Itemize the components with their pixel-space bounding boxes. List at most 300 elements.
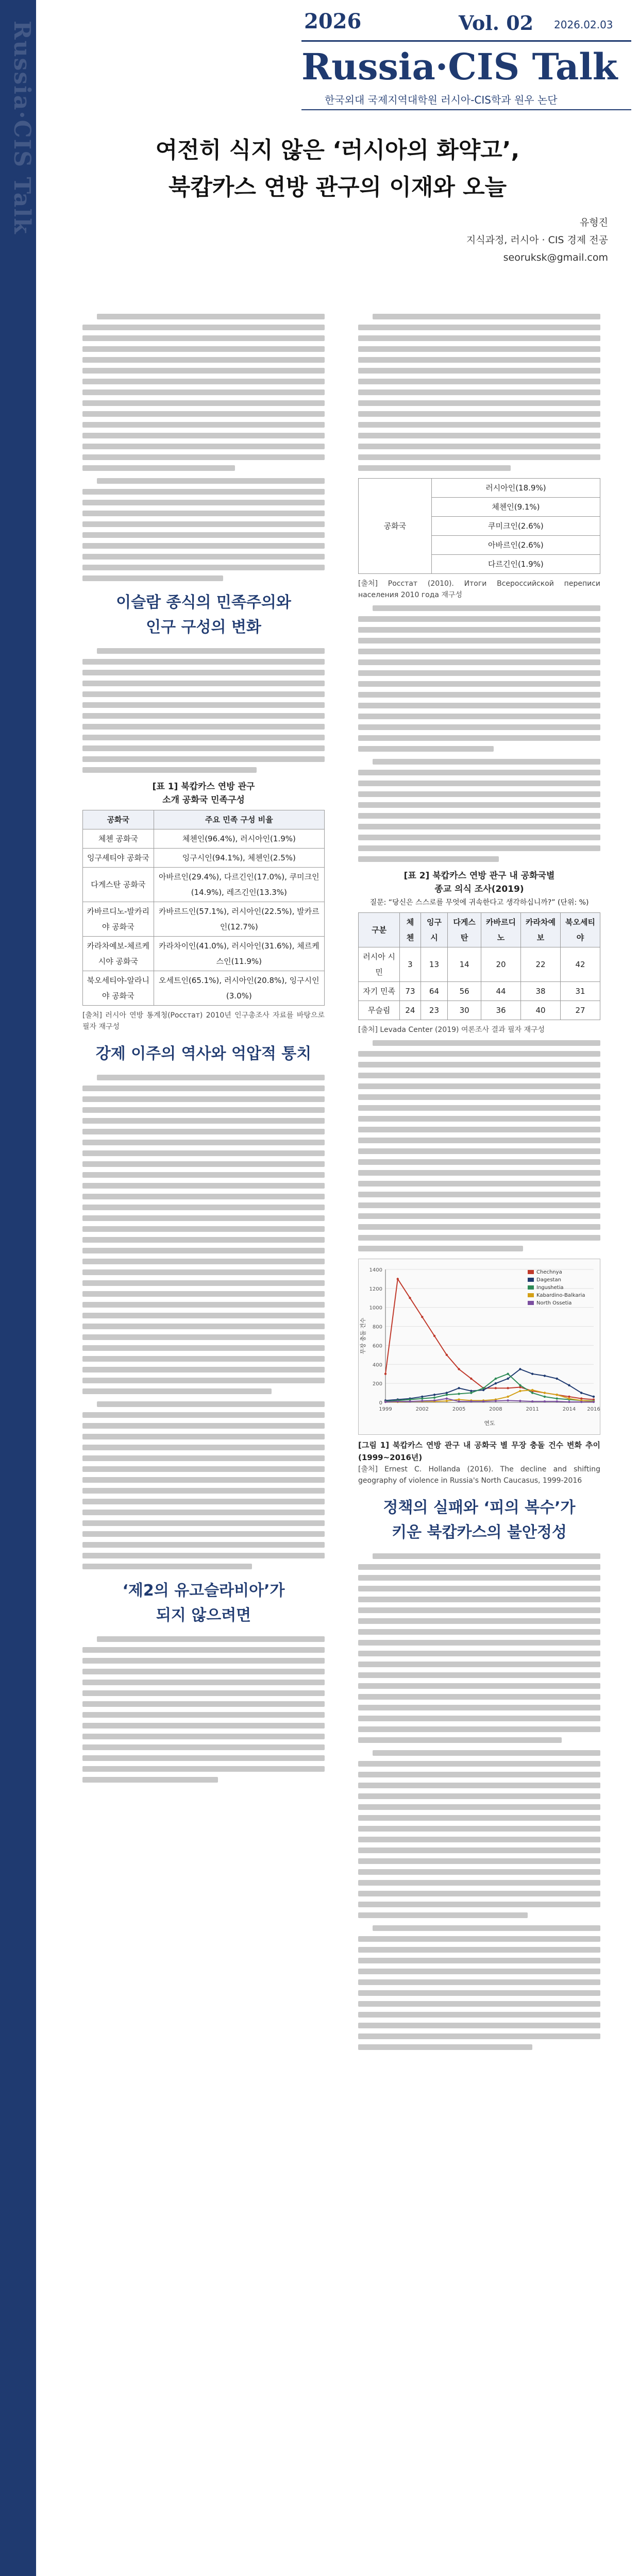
text-line (82, 1734, 325, 1739)
table-row (83, 902, 325, 937)
author-name: 유형진 (579, 217, 608, 228)
text-line (82, 1766, 325, 1772)
intro-text (82, 314, 325, 471)
table2-header: 체첸 (400, 913, 421, 947)
table-row (83, 849, 325, 868)
text-line (358, 1990, 600, 1996)
table-cell: 13 (421, 947, 448, 982)
data-point (519, 1384, 521, 1386)
text-line (358, 325, 600, 330)
table-cell: 체첸인(96.4%), 러시아인(1.9%) (154, 829, 324, 849)
data-point (580, 1392, 582, 1394)
text-line (358, 433, 600, 438)
table-cell: 73 (400, 982, 421, 1001)
masthead-rule (301, 40, 631, 42)
masthead (36, 0, 639, 131)
text-line (358, 1597, 600, 1602)
text-line (358, 2033, 600, 2039)
text-line (358, 1224, 600, 1230)
text-line (358, 1586, 600, 1591)
section-title-3-line2: 되지 않으려면 (156, 1606, 251, 1624)
text-line (82, 1140, 325, 1145)
text-line (358, 659, 600, 665)
data-point (507, 1399, 509, 1401)
text-line (97, 478, 325, 484)
table-cell: 24 (400, 1001, 421, 1020)
text-line (82, 325, 325, 330)
text-line (358, 703, 600, 708)
text-line (82, 1477, 325, 1483)
text-line (82, 454, 325, 460)
text-line (82, 433, 325, 438)
text-line (82, 659, 325, 665)
text-line (82, 532, 325, 538)
text-line (82, 1291, 325, 1297)
data-point (507, 1396, 509, 1398)
text-line (82, 1280, 325, 1286)
text-line (358, 1618, 600, 1624)
text-line (358, 1902, 600, 1907)
data-point (495, 1387, 497, 1389)
text-line (82, 1744, 325, 1750)
issue-date: 2026.02.03 (554, 19, 613, 31)
text-line (82, 489, 325, 495)
text-line (358, 2001, 600, 2007)
text-line (82, 1723, 325, 1728)
text-line (358, 1235, 600, 1241)
text-line (82, 1237, 325, 1243)
data-point (531, 1392, 533, 1394)
text-line (358, 2044, 532, 2050)
text-line (82, 1777, 218, 1783)
table-cell: 38 (521, 982, 561, 1001)
data-point (421, 1397, 423, 1399)
text-line (358, 692, 600, 698)
text-line (358, 1192, 600, 1197)
x-tick-label: 1999 (379, 1406, 392, 1412)
section4-text-2 (358, 1750, 600, 1918)
text-line (358, 1891, 600, 1896)
table2-source: [출처] Levada Center (2019) 여론조사 결과 필자 재구성 (358, 1026, 545, 1034)
conflict-chart (358, 1259, 600, 1435)
data-point (519, 1390, 521, 1392)
table-cell: 카라차예보-체르케시야 공화국 (83, 937, 154, 971)
masthead-rule-bottom (301, 109, 631, 110)
left-sidebar (0, 0, 36, 2576)
table2-title-line2: 종교 의식 조사(2019) (434, 884, 524, 894)
table-cell: 64 (421, 982, 448, 1001)
data-point (544, 1396, 546, 1398)
section1-text (82, 648, 325, 773)
text-line (82, 565, 325, 570)
table1-header-republic: 공화국 (83, 810, 154, 829)
table2-question: 질문: “당신은 스스로를 무엇에 귀속한다고 생각하십니까?” (단위: %) (369, 899, 589, 907)
data-point (568, 1397, 570, 1399)
table-row (359, 982, 600, 1001)
text-line (82, 1466, 325, 1472)
text-line (82, 1194, 325, 1199)
data-point (495, 1400, 497, 1402)
text-line (358, 389, 600, 395)
data-point (421, 1400, 423, 1402)
text-line (82, 1150, 325, 1156)
text-line (358, 1772, 600, 1777)
religion-share-table (358, 478, 600, 574)
left-column (82, 309, 325, 1790)
data-point (507, 1387, 509, 1389)
text-line (82, 543, 325, 549)
text-line (358, 1694, 600, 1700)
table-cell: 아바르인(29.4%), 다르긴인(17.0%), 쿠미크인(14.9%), 레즈긴인(13.3%) (154, 868, 324, 902)
text-line (82, 575, 223, 581)
text-line (82, 1172, 325, 1178)
y-tick-label: 600 (372, 1343, 382, 1349)
text-line (358, 1138, 600, 1143)
text-line (358, 1848, 600, 1853)
table-cell: 31 (560, 982, 600, 1001)
data-point (458, 1393, 460, 1395)
data-point (458, 1400, 460, 1402)
data-point (470, 1400, 472, 1402)
text-line (373, 1925, 600, 1931)
table-cell: 쿠미크인(2.6%) (431, 517, 600, 536)
text-line (373, 1553, 600, 1559)
text-line (358, 1936, 600, 1942)
right-column (358, 309, 600, 2057)
text-line (358, 1783, 600, 1788)
text-line (358, 444, 600, 449)
text-line (358, 368, 600, 374)
text-line (82, 1412, 325, 1418)
data-point (556, 1394, 558, 1396)
text-line (358, 1127, 600, 1132)
text-line (82, 511, 325, 516)
text-line (358, 1683, 600, 1689)
section4-text (358, 1553, 600, 1743)
text-line (358, 1181, 600, 1187)
text-line (358, 746, 494, 752)
intro-text-2 (82, 478, 325, 581)
text-line (82, 411, 325, 417)
text-line (358, 791, 600, 797)
text-line (82, 1712, 325, 1718)
y-tick-label: 1000 (369, 1305, 382, 1311)
table-cell: 잉구시인(94.1%), 체첸인(2.5%) (154, 849, 324, 868)
legend-label: Kabardino-Balkaria (536, 1293, 585, 1298)
table-cell: 40 (521, 1001, 561, 1020)
data-point (409, 1400, 411, 1402)
table-cell: 카바르디노-발카리야 공화국 (83, 902, 154, 937)
text-line (358, 346, 600, 352)
text-line (358, 638, 600, 643)
table1-title (82, 780, 325, 807)
text-line (358, 1651, 600, 1656)
table-row (83, 971, 325, 1006)
text-line (82, 1455, 325, 1461)
y-tick-label: 400 (372, 1362, 382, 1368)
text-line (358, 1705, 600, 1710)
text-line (358, 1979, 600, 1985)
text-line (82, 1434, 325, 1439)
data-point (446, 1400, 448, 1402)
table-cell: 56 (448, 982, 481, 1001)
text-line (358, 1062, 600, 1067)
text-line (82, 1520, 325, 1526)
table2-header: 북오세티야 (560, 913, 600, 947)
author-email[interactable]: seoruksk@gmail.com (503, 252, 608, 263)
text-line (358, 1716, 600, 1721)
table-cell: 잉구셰티야 공화국 (83, 849, 154, 868)
text-line (97, 314, 325, 319)
text-line (82, 1086, 325, 1091)
text-line (82, 1378, 325, 1383)
text-line (82, 670, 325, 675)
y-tick-label: 800 (372, 1324, 382, 1330)
text-line (358, 1170, 600, 1176)
section-title-4-line2: 키운 북캅카스의 불안정성 (392, 1523, 567, 1541)
table-cell: 아바르인(2.6%) (431, 536, 600, 555)
section-title-4-line1: 정책의 실패와 ‘피의 복수’가 (383, 1499, 576, 1517)
text-line (358, 422, 600, 428)
table-cell: 북오세티야-알라니야 공화국 (83, 971, 154, 1006)
text-line (358, 813, 600, 819)
text-line (358, 379, 600, 384)
text-line (358, 1969, 600, 1974)
data-point (568, 1401, 570, 1403)
text-line (82, 1669, 325, 1674)
text-line (358, 1880, 600, 1886)
data-point (531, 1373, 533, 1375)
table-cell: 무슬림 (359, 1001, 400, 1020)
data-point (458, 1368, 460, 1370)
y-tick-label: 1400 (369, 1267, 382, 1273)
text-line (82, 1755, 325, 1761)
data-point (544, 1375, 546, 1377)
text-line (358, 1213, 600, 1219)
text-line (82, 1542, 325, 1548)
table-cell: 다게스탄 공화국 (83, 868, 154, 902)
author-block (466, 214, 608, 266)
text-line (82, 1647, 325, 1653)
text-line (82, 1215, 325, 1221)
data-point (384, 1373, 386, 1375)
section3-text (82, 1636, 325, 1783)
text-line (358, 1947, 600, 1953)
data-point (568, 1384, 570, 1386)
text-line (358, 1837, 600, 1842)
data-point (556, 1378, 558, 1380)
text-line (358, 1869, 600, 1875)
data-point (446, 1354, 448, 1356)
text-line (82, 724, 325, 730)
text-line (82, 1658, 325, 1664)
right-text-4 (358, 1040, 600, 1251)
text-line (82, 357, 325, 363)
text-line (82, 1226, 325, 1232)
text-line (82, 379, 325, 384)
section4-text-3 (358, 1925, 600, 2050)
data-point (482, 1400, 484, 1402)
text-line (358, 1105, 600, 1111)
text-line (82, 1248, 325, 1253)
issue-volume: Vol. 02 (459, 11, 534, 35)
text-line (358, 2023, 600, 2028)
text-line (82, 400, 325, 406)
author-affiliation: 지식과정, 러시아 · CIS 경제 전공 (466, 234, 608, 246)
text-line (82, 1680, 325, 1685)
table-cell: 36 (481, 1001, 521, 1020)
data-point (507, 1378, 509, 1380)
x-tick-label: 2002 (415, 1406, 429, 1412)
table2-header: 구분 (359, 913, 400, 947)
text-line (82, 1510, 325, 1515)
text-line (82, 1388, 272, 1394)
text-line (82, 1183, 325, 1189)
text-line (82, 767, 257, 773)
x-axis-label: 연도 (484, 1420, 495, 1427)
text-line (358, 400, 600, 406)
text-line (82, 1118, 325, 1124)
text-line (358, 735, 600, 741)
table-cell: 오세트인(65.1%), 러시아인(20.8%), 잉구시인(3.0%) (154, 971, 324, 1006)
text-line (82, 554, 325, 560)
text-line (82, 1324, 325, 1329)
text-line (82, 735, 325, 740)
x-tick-label: 2014 (562, 1406, 576, 1412)
text-line (82, 389, 325, 395)
text-line (358, 1958, 600, 1963)
table-row (359, 947, 600, 982)
y-axis-label: 무장 충돌 건수 (360, 1317, 366, 1354)
text-line (358, 1672, 600, 1678)
text-line (373, 605, 600, 611)
table-row (83, 937, 325, 971)
text-line (358, 681, 600, 687)
table2-header: 잉구시 (421, 913, 448, 947)
text-line (82, 756, 325, 762)
text-line (82, 1356, 325, 1362)
table-cell: 자기 민족 (359, 982, 400, 1001)
text-line (82, 681, 325, 686)
data-point (544, 1392, 546, 1394)
text-line (358, 856, 499, 862)
text-line (373, 314, 600, 319)
text-line (82, 1107, 325, 1113)
data-point (580, 1401, 582, 1403)
text-line (358, 1094, 600, 1100)
table-row (359, 1001, 600, 1020)
data-point (397, 1278, 399, 1280)
table-cell: 러시아 시민 (359, 947, 400, 982)
right-text-2 (358, 605, 600, 752)
ethnic-composition-table (82, 810, 325, 1006)
text-line (97, 1075, 325, 1080)
table-cell: 42 (560, 947, 600, 982)
text-line (358, 835, 600, 840)
data-point (433, 1399, 435, 1401)
text-line (82, 691, 325, 697)
text-line (82, 713, 325, 719)
text-line (358, 1607, 600, 1613)
text-line (358, 714, 600, 719)
text-line (82, 1499, 325, 1504)
text-line (373, 1040, 600, 1046)
text-line (358, 1246, 523, 1251)
data-point (593, 1401, 595, 1403)
issue-year: 2026 (304, 9, 362, 33)
section2-text (82, 1075, 325, 1394)
text-line (82, 335, 325, 341)
legend-label: Ingushetia (536, 1285, 564, 1291)
text-line (82, 521, 325, 527)
series-line-kabardino-balkaria (385, 1390, 594, 1402)
table-cell: 22 (521, 947, 561, 982)
text-line (97, 648, 325, 654)
text-line (82, 1367, 325, 1372)
data-point (446, 1394, 448, 1396)
sidebar-watermark: Russia·CIS Talk (9, 21, 35, 235)
legend-swatch (528, 1301, 534, 1305)
text-line (358, 1575, 600, 1581)
text-line (358, 1793, 600, 1799)
legend-label: North Ossetia (536, 1300, 572, 1306)
x-tick-label: 2011 (526, 1406, 539, 1412)
text-line (358, 1051, 600, 1057)
page (36, 0, 639, 2576)
table-cell: 다르긴인(1.9%) (431, 555, 600, 574)
data-point (507, 1373, 509, 1375)
legend-swatch (528, 1285, 534, 1290)
data-point (470, 1392, 472, 1394)
legend-swatch (528, 1293, 534, 1297)
text-line (82, 1553, 325, 1558)
y-tick-label: 200 (372, 1381, 382, 1387)
figure1-source: [출처] Ernest C. Hollanda (2016). The decline and shifting geography of violence in Russia's North Caucasus, 1999-2016 (358, 1465, 600, 1485)
data-point (531, 1389, 533, 1391)
data-point (433, 1397, 435, 1399)
text-line (82, 1129, 325, 1134)
text-line (358, 1083, 600, 1089)
text-line (82, 1269, 325, 1275)
text-line (358, 411, 600, 417)
text-line (358, 465, 511, 471)
text-line (358, 1761, 600, 1767)
x-tick-label: 2005 (452, 1406, 466, 1412)
text-line (82, 1313, 325, 1318)
table1-source: [출처] 러시아 연방 통계청(Росстат) 2010년 인구총조사 자료를 바탕으로 필자 재구성 (82, 1011, 325, 1031)
conflict-chart-svg (359, 1259, 600, 1429)
text-line (82, 1690, 325, 1696)
text-line (358, 335, 600, 341)
data-point (433, 1335, 435, 1337)
table1-title-line1: [표 1] 북캅카스 연방 관구 (152, 782, 255, 792)
legend-swatch (528, 1278, 534, 1282)
section-title-3-line1: ‘제2의 유고슬라비아’가 (122, 1582, 285, 1600)
data-point (593, 1396, 595, 1398)
table-cell: 카바르드인(57.1%), 러시아인(22.5%), 발카르인(12.7%) (154, 902, 324, 937)
table2-title (358, 869, 600, 909)
publication-subtitle: 한국외대 국제지역대학원 러시아-CIS학과 원우 논단 (325, 94, 558, 106)
data-point (519, 1400, 521, 1402)
text-line (358, 1640, 600, 1646)
text-line (358, 1116, 600, 1122)
table-cell: 카라차이인(41.0%), 러시아인(31.6%), 체르케스인(11.9%) (154, 937, 324, 971)
y-tick-label: 0 (379, 1400, 382, 1406)
table1-header-share: 주요 민족 구성 비율 (154, 810, 324, 829)
data-point (397, 1400, 399, 1402)
table-row (83, 829, 325, 849)
text-line (82, 1531, 325, 1537)
